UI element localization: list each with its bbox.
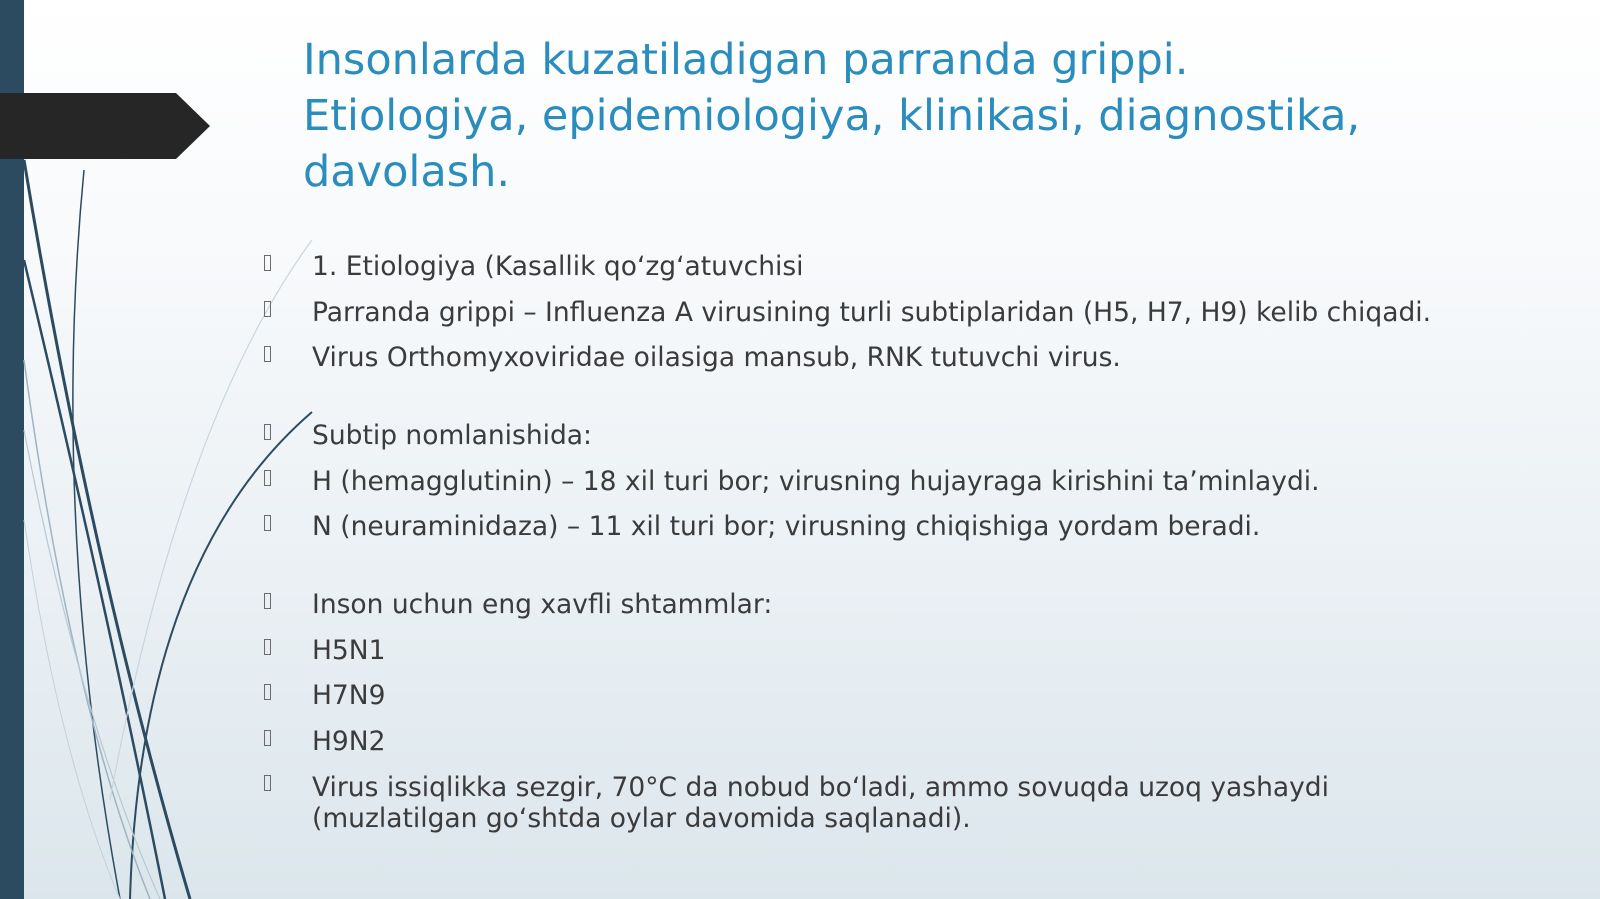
bullet-marker-icon: [264, 470, 271, 486]
list-item: [262, 467, 1582, 497]
bullet-text: Inson uchun eng xavfli shtammlar:: [312, 589, 773, 620]
bullet-marker-icon: [264, 515, 271, 531]
slide-title-line: davolash.: [303, 147, 511, 197]
slide-title: [303, 32, 1543, 200]
bullet-text: Virus Orthomyxoviridae oilasiga mansub, RNK tutuvchi virus.: [312, 342, 1121, 373]
list-item: [262, 252, 1582, 282]
bullet-text: 1. Etiologiya (Kasallik qoʻzgʻatuvchisi: [312, 251, 804, 282]
bullet-text: H (hemagglutinin) – 18 xil turi bor; virusning hujayraga kirishini taʼminlaydi.: [312, 465, 1320, 497]
bullet-marker-icon: [264, 684, 271, 700]
list-item: [262, 421, 1582, 451]
bullet-text: H5N1: [312, 634, 386, 666]
bullet-text: H7N9: [312, 680, 386, 711]
bullet-marker-icon: [264, 775, 271, 791]
bullet-marker-icon: [264, 593, 271, 609]
list-item: [262, 772, 1582, 834]
list-item: [262, 681, 1582, 711]
bullet-marker-icon: [264, 346, 271, 362]
list-item: [262, 727, 1582, 757]
bullet-marker-icon: [264, 301, 271, 317]
slide-title-line: Insonlarda kuzatiladigan parranda grippi.: [303, 35, 1189, 85]
bullet-list: [262, 252, 1582, 850]
bullet-marker-icon: [264, 639, 271, 655]
list-item: [262, 512, 1582, 542]
bullet-text: Parranda grippi – Influenza A virusining turli subtiplaridan (H5, H7, H9) kelib chiqadi.: [312, 296, 1432, 328]
slide-title-line: Etiologiya, epidemiologiya, klinikasi, diagnostika,: [303, 91, 1361, 141]
bullet-text: Subtip nomlanishida:: [312, 420, 592, 451]
list-item: [262, 590, 1582, 620]
list-item: [262, 343, 1582, 373]
list-item: [262, 298, 1582, 328]
bullet-text: H9N2: [312, 725, 386, 757]
bullet-marker-icon: [264, 424, 271, 440]
bullet-text: Virus issiqlikka sezgir, 70°C da nobud boʻladi, ammo sovuqda uzoq yashaydi (muzlatilgan goʻshtda oylar davomida saqlanadi).: [312, 772, 1329, 834]
title-arrow-tab: [0, 93, 210, 159]
bullet-marker-icon: [264, 730, 271, 746]
bullet-text: N (neuraminidaza) – 11 xil turi bor; virusning chiqishiga yordam beradi.: [312, 511, 1261, 542]
list-item: [262, 636, 1582, 666]
bullet-marker-icon: [264, 255, 271, 271]
